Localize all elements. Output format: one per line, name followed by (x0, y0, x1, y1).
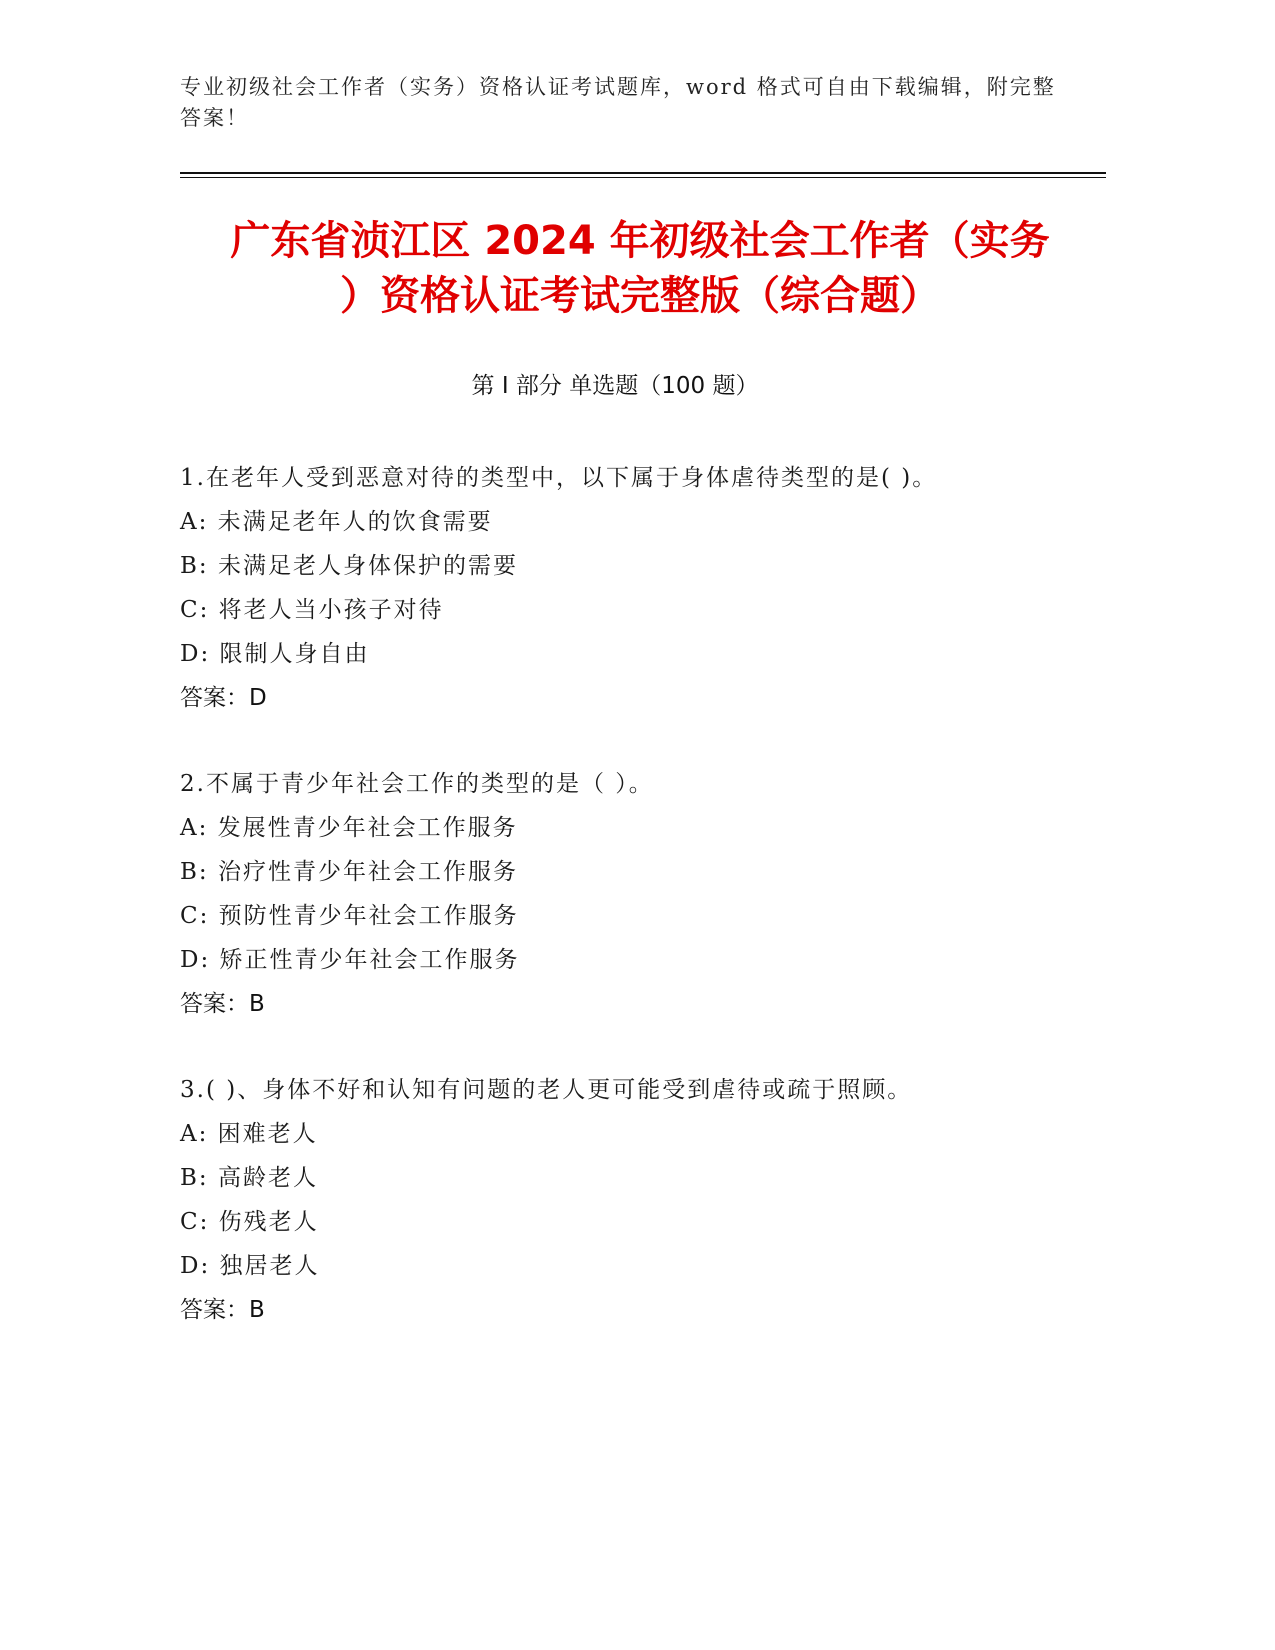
option-b: B: 高龄老人 (180, 1165, 318, 1191)
question-3 (180, 1068, 1080, 1332)
option-d: D: 限制人身自由 (180, 641, 370, 667)
question-2 (180, 762, 1080, 1026)
answer: 答案：B (180, 1297, 265, 1323)
question-stem: 3.( )、身体不好和认知有问题的老人更可能受到虐待或疏于照顾。 (180, 1077, 913, 1103)
section-heading: 第 I 部分 单选题（100 题） (471, 373, 759, 399)
document-title-line1: 广东省浈江区 2024 年初级社会工作者（实务 (230, 218, 1050, 264)
option-d: D: 矫正性青少年社会工作服务 (180, 947, 520, 973)
option-d: D: 独居老人 (180, 1253, 320, 1279)
header-rule-thick (180, 172, 1106, 174)
header-note: 专业初级社会工作者（实务）资格认证考试题库，word 格式可自由下载编辑，附完整答案！ (180, 75, 1056, 130)
question-stem: 2.不属于青少年社会工作的类型的是（ ）。 (180, 771, 654, 797)
question-stem: 1.在老年人受到恶意对待的类型中，以下属于身体虐待类型的是( )。 (180, 465, 938, 491)
document-title-line2: ）资格认证考试完整版（综合题） (340, 273, 940, 319)
option-b: B: 未满足老人身体保护的需要 (180, 553, 518, 579)
option-a: A: 未满足老年人的饮食需要 (180, 509, 493, 535)
option-a: A: 发展性青少年社会工作服务 (180, 815, 518, 841)
document-title (170, 214, 1110, 324)
question-list (180, 456, 1080, 1374)
header-rule-thin (180, 177, 1106, 178)
option-c: C: 预防性青少年社会工作服务 (180, 903, 519, 929)
answer: 答案：D (180, 685, 267, 711)
option-a: A: 困难老人 (180, 1121, 318, 1147)
answer: 答案：B (180, 991, 265, 1017)
option-c: C: 伤残老人 (180, 1209, 319, 1235)
option-b: B: 治疗性青少年社会工作服务 (180, 859, 518, 885)
question-1 (180, 456, 1080, 720)
option-c: C: 将老人当小孩子对待 (180, 597, 444, 623)
